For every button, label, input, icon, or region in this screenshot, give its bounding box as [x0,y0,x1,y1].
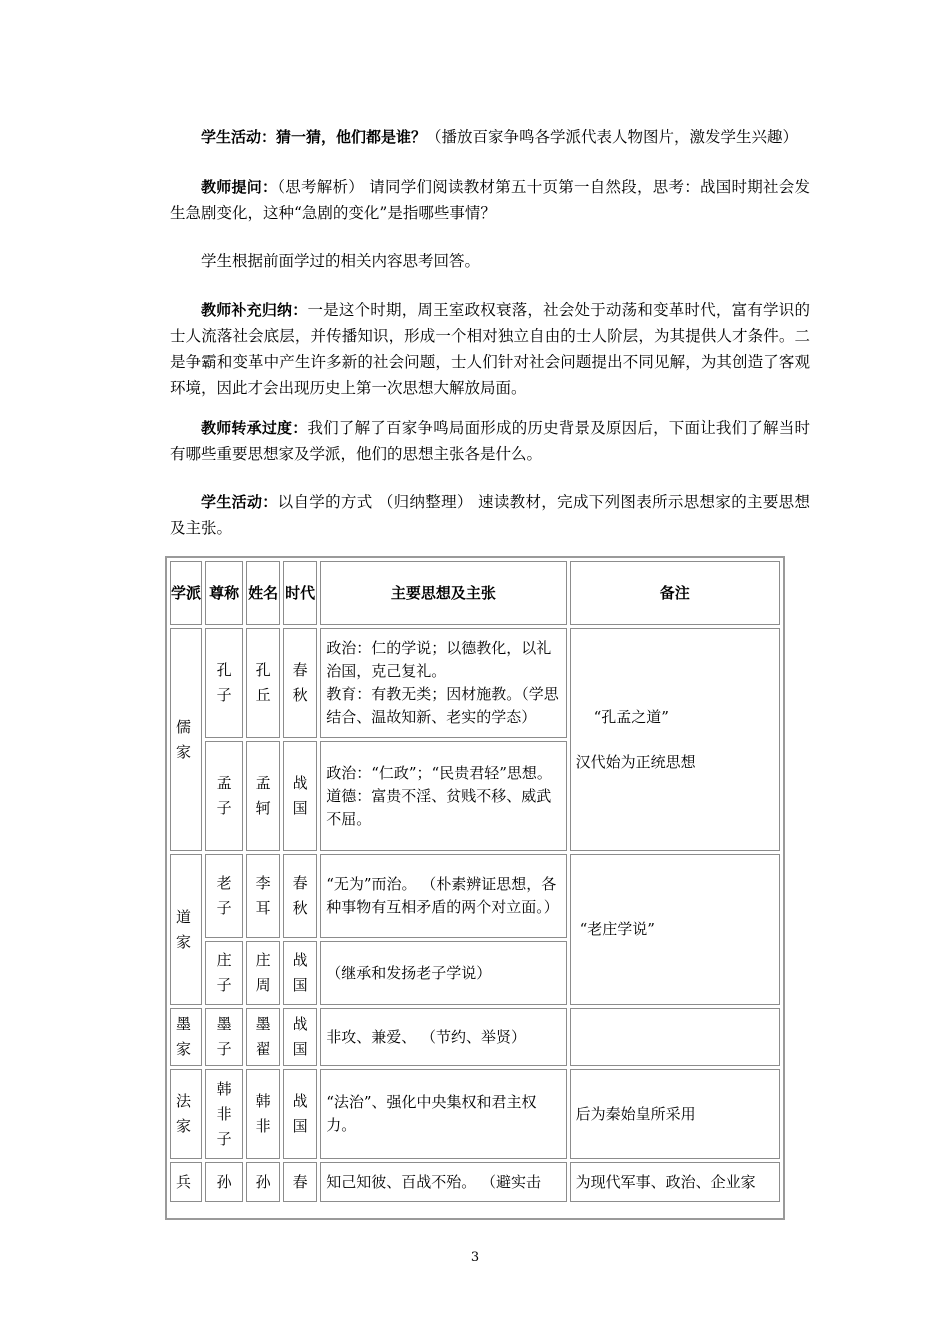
thinkers-table-frame [165,556,785,1220]
note-cell-mohist [570,1008,780,1066]
lead-text: 教师提问： [201,178,278,196]
title-cell: 韩非子 [205,1069,243,1159]
note-line: “老庄学说” [579,920,655,938]
school-cell: 道家 [170,854,202,1005]
era-cell: 战国 [283,741,317,851]
name-cell: 孟轲 [246,741,280,851]
body-text: （思考解析） 请同学们阅读教材第五十页第一自然段，思考：战国时期社会发生急剧变化，这种“急剧的变化”是指哪些事情？ [170,178,810,222]
thought-line: 道德：富贵不淫、贫贱不移、威武不屈。 [326,786,552,828]
note-cell-military: 为现代军事、政治、企业家 [570,1162,780,1202]
header-note: 备注 [570,561,780,625]
table-header-row [170,561,780,625]
note-cell-legalist: 后为秦始皇所采用 [570,1069,780,1159]
body-text: （播放百家争鸣各学派代表人物图片，激发学生兴趣） [426,128,799,146]
body-text: 学生根据前面学过的相关内容思考回答。 [201,252,481,270]
thought-line: 政治：仁的学说；以德教化，以礼治国，克己复礼。 [326,639,552,680]
paragraph-student-activity-self-study [170,489,810,541]
school-cell: 法家 [170,1069,202,1159]
era-cell: 春秋 [283,628,317,738]
header-school: 学派 [170,561,202,625]
header-thought: 主要思想及主张 [320,561,566,625]
lead-text: 教师补充归纳： [201,301,308,319]
name-cell: 韩非 [246,1069,280,1159]
lead-text: 学生活动：猜一猜，他们都是谁？ [201,128,427,146]
lead-text: 学生活动： [201,493,278,511]
table-row [170,854,780,938]
table-row [170,628,780,738]
paragraph-teacher-transition [170,415,810,467]
page-number: 3 [470,1250,480,1265]
thinkers-table [167,558,783,1205]
name-cell: 孔丘 [246,628,280,738]
paragraph-student-answer [170,248,810,274]
header-title: 尊称 [205,561,243,625]
table-row [170,1069,780,1159]
table-row [170,1008,780,1066]
era-cell: 春 [283,1162,317,1202]
era-cell: 战国 [283,941,317,1005]
table-row [170,1162,780,1202]
title-cell: 墨子 [205,1008,243,1066]
name-cell: 李耳 [246,854,280,938]
school-cell: 墨家 [170,1008,202,1066]
school-cell: 儒家 [170,628,202,851]
thought-line: 政治：“仁政”；“民贵君轻”思想。 [326,763,552,782]
school-cell: 兵 [170,1162,202,1202]
paragraph-student-activity-guess [170,124,810,150]
name-cell: 庄周 [246,941,280,1005]
note-line: 汉代始为正统思想 [575,752,696,771]
title-cell: 孟子 [205,741,243,851]
note-cell-confucian [570,628,780,851]
title-cell: 老子 [205,854,243,938]
thought-cell [320,741,566,851]
thought-cell: 知己知彼、百战不殆。 （避实击 [320,1162,566,1202]
name-cell: 孙 [246,1162,280,1202]
note-line: “孔孟之道” [593,707,669,726]
thought-cell: “法治”、强化中央集权和君主权力。 [320,1069,566,1159]
thought-cell: 非攻、兼爱、 （节约、举贤） [320,1008,566,1066]
lead-text: 教师转承过度： [201,419,308,437]
era-cell: 春秋 [283,854,317,938]
era-cell: 战国 [283,1069,317,1159]
header-era: 时代 [283,561,317,625]
title-cell: 庄子 [205,941,243,1005]
thought-cell: （继承和发扬老子学说） [320,941,566,1005]
thought-line: 教育：有教无类；因材施教。（学思结合、温故知新、老实的学态） [326,685,559,726]
paragraph-teacher-summary [170,297,810,401]
paragraph-teacher-question [170,174,810,226]
note-cell-taoist [570,854,780,1005]
title-cell: 孔子 [205,628,243,738]
name-cell: 墨翟 [246,1008,280,1066]
thought-cell: “无为”而治。 （朴素辨证思想，各种事物有互相矛盾的两个对立面。） [320,854,566,938]
body-text: 一是这个时期，周王室政权衰落，社会处于动荡和变革时代，富有学识的士人流落社会底层，并传播知识，形成一个相对独立自由的士人阶层，为其提供人才条件。二是争霸和变革中产生许多新的社会问题，士人们针对社会问题提出不同见解，为其创造了客观环境，因此才会出现历史上第一次思想大解放局面。 [170,301,810,397]
thought-cell [320,628,566,738]
era-cell: 战国 [283,1008,317,1066]
header-name: 姓名 [246,561,280,625]
title-cell: 孙 [205,1162,243,1202]
body-text: 以自学的方式 （归纳整理） 速读教材，完成下列图表所示思想家的主要思想及主张。 [170,493,810,537]
body-text: 我们了解了百家争鸣局面形成的历史背景及原因后，下面让我们了解当时有哪些重要思想家及学派，他们的思想主张各是什么。 [170,419,810,463]
